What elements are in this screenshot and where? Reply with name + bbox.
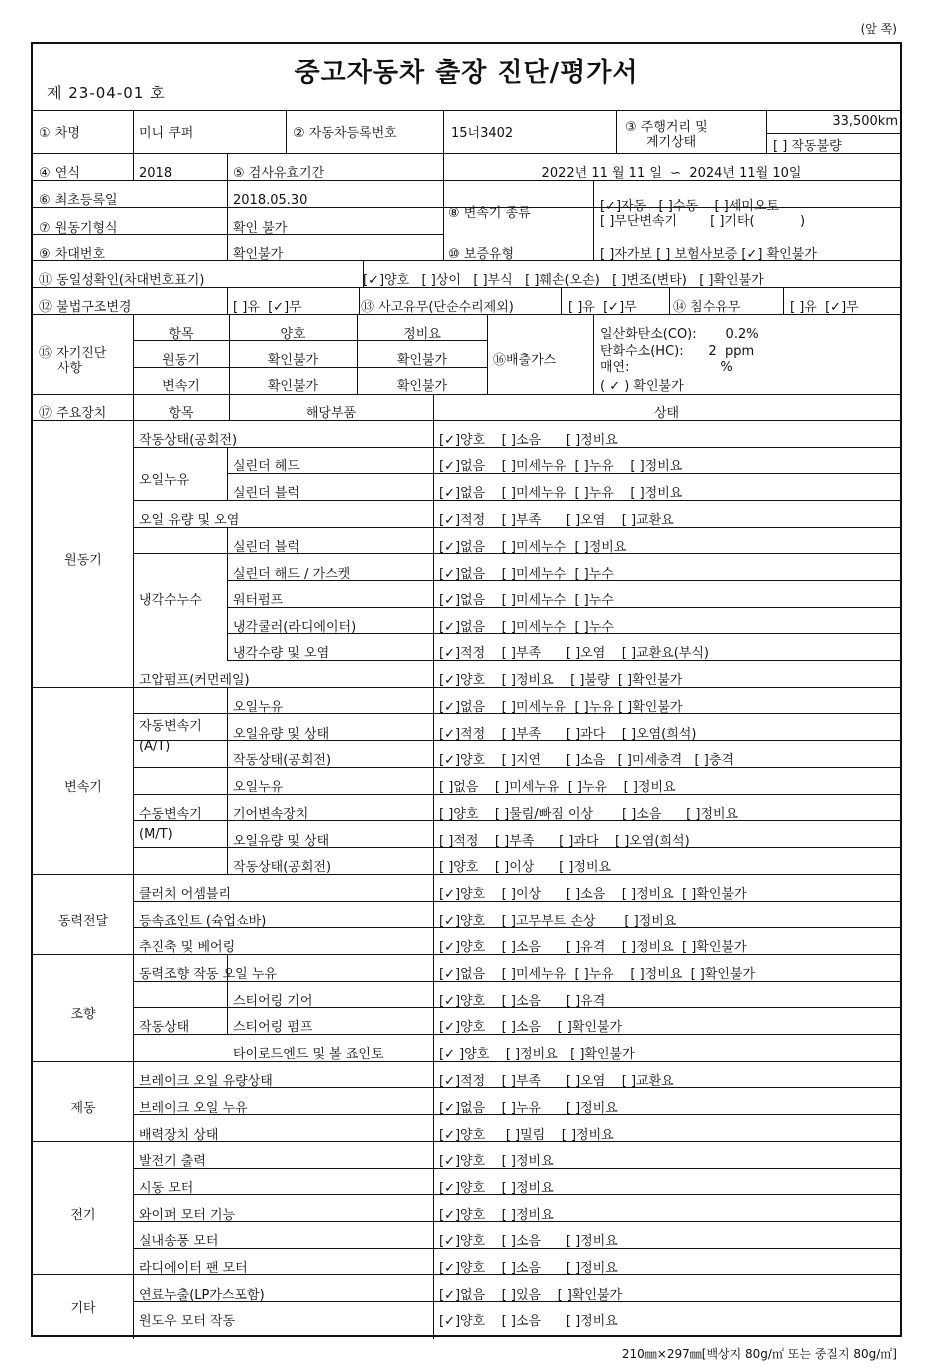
form-cell-text: 2022년 11 월 11 일 ∽ 2024년 11월 10일 [541, 166, 802, 181]
form-cell-text: 계기상태 [646, 135, 697, 150]
form-cell-text: ④ 연식 [39, 166, 80, 181]
grid-line [616, 110, 617, 153]
form-cell-text: [✓]양호 [ ]소음 [ ]확인불가 [439, 1020, 623, 1035]
grid-line [133, 110, 134, 153]
form-cell-text: 추진축 및 베어링 [139, 940, 236, 955]
grid-line [433, 420, 434, 1339]
form-cell-text: [✓ ]양호 [ ]정비요 [ ]확인불가 [439, 1047, 635, 1062]
form-cell-text: 항목 [168, 406, 194, 421]
form-cell-text: [ ]자가보 [ ] 보험사보증 [✓] 확인불가 [600, 247, 817, 262]
form-cell-text: [✓]양호 [ ]소음 [ ]정비요 [439, 1234, 618, 1249]
form-cell-text: 기타 [70, 1301, 96, 1316]
form-cell-text: ⑫ 불법구조변경 [39, 300, 132, 315]
form-cell-text: 매연: % [600, 360, 733, 375]
form-cell-text: [ ]무단변속기 [ ]기타( ) [600, 214, 806, 229]
grid-line [227, 153, 228, 180]
grid-line [286, 110, 287, 153]
form-cell-text: 브레이크 오일 유량상태 [139, 1074, 273, 1089]
form-cell-text: [ ]유 [✓]무 [790, 300, 859, 315]
form-cell-text: (M/T) [139, 827, 173, 842]
form-cell-text: 발전기 출력 [139, 1154, 206, 1169]
paper-spec-footer: 210㎜×297㎜[백상지 80g/㎡ 또는 중질지 80g/㎡] [621, 1347, 897, 1361]
form-cell-text: 오일유량 및 상태 [233, 834, 330, 849]
form-cell-text: 제동 [70, 1101, 96, 1116]
form-cell-text: 기어변속장치 [233, 807, 309, 822]
form-cell-text: ⑮ 자기진단 [39, 346, 107, 361]
form-cell-text: [ ]없음 [ ]미세누유 [ ]누유 [ ]정비요 [439, 780, 676, 795]
form-cell-text: 2018.05.30 [233, 193, 308, 208]
form-cell-text: 오일누유 [233, 700, 284, 715]
form-cell-text: 스티어링 펌프 [233, 1020, 313, 1035]
form-cell-text: 시동 모터 [139, 1181, 194, 1196]
form-cell-text: 실린더 블럭 [233, 486, 300, 501]
grid-line [227, 180, 228, 260]
form-cell-text: 동력조향 작동 오일 누유 [139, 967, 277, 982]
form-cell-text: [✓]없음 [ ]미세누수 [ ]누수 [439, 567, 614, 582]
form-cell-text: [✓]적정 [ ]부족 [ ]과다 [ ]오염(희석) [439, 727, 697, 742]
form-cell-text: 와이퍼 모터 기능 [139, 1208, 236, 1223]
grid-line [227, 687, 228, 874]
form-cell-text: 항목 [168, 327, 194, 342]
form-cell-text: 오일누유 [233, 780, 284, 795]
form-cell-text: 일산화탄소(CO): 0.2% [600, 327, 759, 342]
form-cell-text: 확인불가 [233, 247, 284, 262]
form-cell-text: 냉각수누수 [139, 593, 202, 608]
form-cell-text: 워터펌프 [233, 593, 284, 608]
grid-line [133, 420, 134, 1339]
form-cell-text: ⑨ 차대번호 [39, 247, 106, 262]
form-cell-text: 오일유량 및 상태 [233, 727, 330, 742]
grid-line [443, 180, 444, 260]
form-cell-text: 해당부품 [305, 406, 357, 421]
document-number: 제 23-04-01 호 [47, 84, 166, 102]
grid-line [783, 287, 784, 314]
form-cell-text: [✓]없음 [ ]미세누유 [ ]누유 [ ]확인불가 [439, 700, 683, 715]
form-cell-text: 수동변속기 [139, 807, 202, 822]
form-cell-text: 전기 [70, 1208, 96, 1223]
grid-line [33, 153, 900, 154]
evaluation-form [31, 42, 902, 1337]
form-cell-text: 등속죠인트 (슉업쇼바) [139, 914, 267, 929]
form-cell-text: 라디에이터 팬 모터 [139, 1261, 248, 1276]
form-cell-text: [ ]유 [✓]무 [568, 300, 637, 315]
form-cell-text: 33,500km [832, 114, 898, 129]
form-cell-text: ( ✓ ) 확인불가 [600, 379, 684, 394]
form-cell-text: ⑭ 침수유무 [673, 300, 741, 315]
form-cell-text: [ ] 작동불량 [773, 139, 842, 154]
form-cell-text: [✓]양호 [ ]소음 [ ]정비요 [439, 1314, 618, 1329]
form-cell-text: 타이로드엔드 및 볼 죠인토 [233, 1047, 384, 1062]
form-cell-text: [✓]양호 [ ]정비요 [ ]불량 [ ]확인불가 [439, 673, 683, 688]
form-cell-text: 조향 [70, 1007, 96, 1022]
form-cell-text: [✓]양호 [ ]소음 [ ]정비요 [439, 433, 618, 448]
form-cell-text: 원동기 [162, 353, 200, 368]
title-block [33, 44, 900, 111]
form-cell-text: ⑧ 변속기 종류 [448, 206, 531, 221]
form-cell-text: 냉각수량 및 오염 [233, 646, 330, 661]
form-cell-text: 실내송풍 모터 [139, 1234, 219, 1249]
form-cell-text: 클러치 어셈블리 [139, 887, 232, 902]
form-cell-text: [✓]양호 [ ]이상 [ ]소음 [ ]정비요 [ ]확인불가 [439, 887, 747, 902]
form-cell-text: 탄화수소(HC): 2 ppm [600, 344, 755, 359]
form-cell-text: 15너3402 [451, 126, 514, 141]
form-cell-text: [✓]적정 [ ]부족 [ ]오염 [ ]교환요 [439, 1074, 674, 1089]
form-cell-text: [✓]없음 [ ]있음 [ ]확인불가 [439, 1288, 623, 1303]
form-cell-text: [✓]양호 [ ]밀림 [ ]정비요 [439, 1128, 614, 1143]
form-cell-text: [✓]없음 [ ]미세누유 [ ]누유 [ ]정비요 [ ]확인불가 [439, 967, 756, 982]
form-cell-text: 실린더 블럭 [233, 540, 300, 555]
form-cell-text: 스티어링 기어 [233, 994, 313, 1009]
form-cell-text: 고압펌프(커먼레일) [139, 673, 250, 688]
form-cell-text: 작동상태(공회전) [233, 753, 332, 768]
form-cell-text: 정비요 [403, 327, 441, 342]
form-cell-text: 변속기 [64, 780, 102, 795]
form-cell-text: ⑥ 최초등록일 [39, 193, 118, 208]
form-cell-text: [✓]없음 [ ]미세누수 [ ]누수 [439, 593, 614, 608]
grid-line [766, 133, 900, 134]
grid-line [593, 180, 594, 260]
form-cell-text: [✓]양호 [ ]소음 [ ]유격 [439, 994, 606, 1009]
form-cell-text: ① 차명 [39, 126, 80, 141]
grid-line [766, 110, 767, 153]
form-cell-text: 원동기 [64, 553, 102, 568]
grid-line [227, 447, 228, 500]
form-cell-text: 확인불가 [267, 379, 319, 394]
form-cell-text: 확인불가 [396, 379, 448, 394]
form-cell-text: [✓]없음 [ ]미세누수 [ ]누수 [439, 620, 614, 635]
form-cell-text: 브레이크 오일 누유 [139, 1101, 248, 1116]
form-cell-text: [✓]양호 [ ]정비요 [439, 1208, 554, 1223]
page-side-note: (앞 쪽) [860, 22, 897, 36]
form-cell-text: 실린더 해드 / 가스켓 [233, 567, 351, 582]
form-cell-text: 확인 불가 [233, 221, 288, 236]
form-cell-text: 2018 [139, 166, 173, 181]
form-cell-text: ⑤ 검사유효기간 [233, 166, 325, 181]
grid-line [561, 287, 562, 314]
form-cell-text: [✓]양호 [ ]소음 [ ]정비요 [439, 1261, 618, 1276]
form-cell-text: [✓]양호 [ ]소음 [ ]유격 [ ]정비요 [ ]확인불가 [439, 940, 747, 955]
form-cell-text: 작동상태(공회전) [139, 433, 238, 448]
form-cell-text: [✓]양호 [ ]정비요 [439, 1154, 554, 1169]
form-cell-text: 자동변속기 [139, 719, 202, 734]
grid-line [227, 954, 228, 1034]
form-cell-text: 작동상태(공회전) [233, 860, 332, 875]
form-cell-text: [✓]양호 [ ]고무부트 손상 [ ]정비요 [439, 914, 677, 929]
form-cell-text: ⑩ 보증유형 [448, 247, 515, 262]
form-cell-text: [✓]적정 [ ]부족 [ ]오염 [ ]교환요(부식) [439, 646, 709, 661]
form-cell-text: 양호 [280, 327, 306, 342]
grid-line [227, 287, 228, 314]
form-cell-text: [✓]없음 [ ]미세누유 [ ]누유 [ ]정비요 [439, 486, 683, 501]
form-cell-text: 확인불가 [267, 353, 319, 368]
grid-line [487, 314, 488, 394]
grid-line [33, 394, 900, 395]
form-cell-text: ⑬ 사고유무(단순수리제외) [361, 300, 514, 315]
form-cell-text: [ ]양호 [ ]물림/빠짐 이상 [ ]소음 [ ]정비요 [439, 807, 739, 822]
form-cell-text: [✓]양호 [ ]정비요 [439, 1181, 554, 1196]
form-cell-text: ② 자동차등록번호 [293, 126, 397, 141]
form-cell-text: ⑪ 동일성확인(차대번호표기) [39, 273, 205, 288]
form-cell-text: ⑯배출가스 [493, 353, 557, 368]
form-cell-text: (A/T) [139, 739, 171, 754]
grid-line [593, 314, 594, 394]
form-cell-text: [✓]적정 [ ]부족 [ ]오염 [ ]교환요 [439, 513, 674, 528]
form-cell-text: [ ]양호 [ ]이상 [ ]정비요 [439, 860, 612, 875]
form-cell-text: 동력전달 [57, 914, 109, 929]
form-cell-text: 확인불가 [396, 353, 448, 368]
form-cell-text: 연료누출(LP가스포함) [139, 1288, 265, 1303]
grid-line [669, 287, 670, 314]
grid-line [227, 527, 228, 660]
form-cell-text: 상태 [653, 406, 680, 421]
form-cell-text: [✓]없음 [ ]누유 [ ]정비요 [439, 1101, 618, 1116]
form-cell-text: 냉각쿨러(라디에이터) [233, 620, 357, 635]
form-cell-text: ③ 주행거리 및 [625, 120, 708, 135]
form-cell-text: [ ]유 [✓]무 [233, 300, 302, 315]
form-cell-text: 배력장치 상태 [139, 1128, 219, 1143]
grid-line [359, 287, 360, 314]
form-cell-text: [✓]없음 [ ]미세누수 [ ]정비요 [439, 540, 627, 555]
form-cell-text: 원도우 모터 작동 [139, 1314, 236, 1329]
form-cell-text: 오일 유량 및 오염 [139, 513, 240, 528]
form-cell-text: 변속기 [162, 379, 200, 394]
form-cell-text: [✓]없음 [ ]미세누유 [ ]누유 [ ]정비요 [439, 459, 683, 474]
document-title: 중고자동차 출장 진단/평가서 [294, 58, 639, 88]
grid-line [133, 153, 134, 180]
form-cell-text: 실린더 헤드 [233, 459, 300, 474]
form-cell-text: [✓]양호 [ ]지연 [ ]소음 [ ]미세충격 [ ]충격 [439, 753, 734, 768]
form-cell-text: 작동상태 [139, 1020, 190, 1035]
grid-line [443, 110, 444, 153]
form-cell-text: [ ]적정 [ ]부족 [ ]과다 [ ]오염(희석) [439, 834, 690, 849]
form-cell-text: [✓]자동 [ ]수동 [ ]세미오토 [600, 199, 779, 214]
form-cell-text: 사항 [57, 361, 83, 376]
form-cell-text: [✓]양호 [ ]상이 [ ]부식 [ ]훼손(오손) [ ]변조(변타) [ ]확인불가 [363, 273, 764, 288]
form-cell-text: ⑰ 주요장치 [39, 406, 107, 421]
form-cell-text: 오일누유 [139, 473, 190, 488]
form-cell-text: ⑦ 원동기형식 [39, 221, 118, 236]
form-cell-text: 미니 쿠퍼 [139, 126, 194, 141]
